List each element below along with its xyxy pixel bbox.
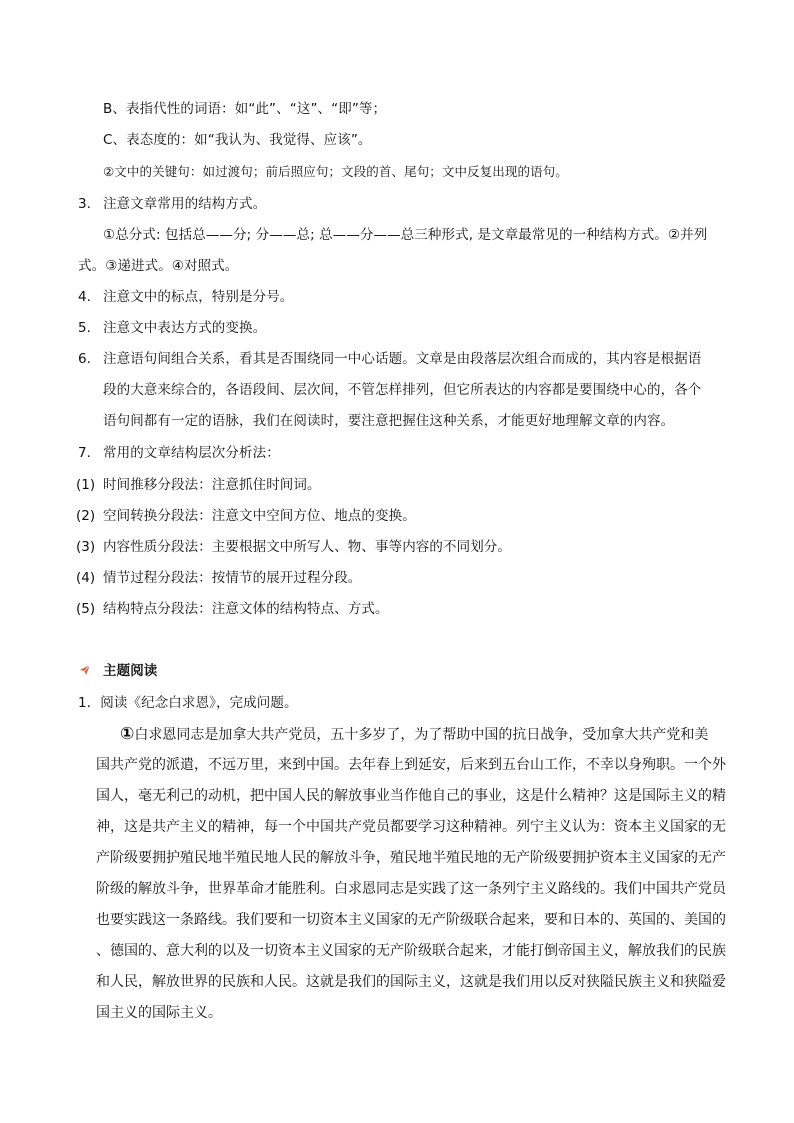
item-3-text: 注意文章常用的结构方式。 [103,196,267,212]
method-number: (2) [76,508,96,524]
item-7-text: 常用的文章结构层次分析法： [103,445,280,461]
method-number: (3) [76,539,96,555]
passage-line: 阶级的解放斗争，世界革命才能胜利。白求恩同志是实践了这一条列宁主义路线的。我们中国共产党员 [96,881,726,897]
passage-line [96,719,726,750]
theme-title: 主题阅读 [103,663,158,679]
method-text: 结构特点分段法：注意文体的结构特点、方式。 [103,601,389,617]
passage-line: 国共产党的派遣，不远万里，来到中国。去年春上到延安，后来到五台山工作，不幸以身殉职。一个外 [96,757,726,773]
question-line: 1．阅读《纪念白求恩》，完成问题。 [78,695,298,711]
passage-line: 和人民，解放世界的民族和人民。这就是我们的国际主义，这就是我们用以反对狭隘民族主义和狭隘爱 [96,974,726,990]
passage-line: 国人，毫无利己的动机，把中国人民的解放事业当作他自己的事业，这是什么精神？这是国际主义的精 [96,788,726,804]
item-6-text: 注意语句间组合关系，看其是否围绕同一中心话题。文章是由段落层次组合而成的，其内容是根据语 [103,351,702,367]
method-text: 情节过程分段法：按情节的展开过程分段。 [103,570,362,586]
passage-line: 也要实践这一条路线。我们要和一切资本主义国家的无产阶级联合起来，要和日本的、英国的、美国的 [96,912,726,928]
passage-line: 产阶级要拥护殖民地半殖民地人民的解放斗争，殖民地半殖民地的无产阶级要拥护资本主义国家的无产 [96,850,726,866]
item-6-line-2: 段的大意来综合的，各语段间、层次间，不管怎样排列，但它所表达的内容都是要围绕中心的，各个 [103,382,702,398]
paragraph-marker: ① [120,724,135,744]
method-text: 时间推移分段法：注意抓住时间词。 [103,477,321,493]
passage-text: 白求恩同志是加拿大共产党员，五十多岁了，为了帮助中国的抗日战争，受加拿大共产党和美 [134,727,709,743]
item-5-text: 注意文中表达方式的变换。 [103,320,267,336]
item-number-7: 7. [78,445,91,461]
method-number: (1) [76,477,96,493]
item-6-line-3: 语句间都有一定的语脉，我们在阅读时，要注意把握住这种关系，才能更好地理解文章的内容。 [103,413,675,429]
item-3-detail-line-2: 式。③递进式。④对照式。 [78,258,239,274]
item-number-3: 3. [78,196,91,212]
reading-passage [96,719,726,1029]
method-text: 内容性质分段法：主要根据文中所写人、物、事等内容的不同划分。 [103,539,511,555]
item-3-detail-line-1: ①总分式: 包括总——分; 分——总; 总——分——总三种形式, 是文章最常见的一种结构方式。②并列 [103,227,708,243]
method-number: (5) [76,601,96,617]
paper-plane-icon [79,664,91,676]
method-text: 空间转换分段法：注意文中空间方位、地点的变换。 [103,508,416,524]
item-c-line: C、表态度的：如“我认为、我觉得、应该”。 [103,132,372,148]
item-number-4: 4. [78,289,91,305]
item-b-line: B、表指代性的词语：如“此”、“这”、“即”等； [103,101,387,117]
passage-line: 神，这是共产主义的精神，每一个中国共产党员都要学习这种精神。列宁主义认为：资本主义国家的无 [96,819,726,835]
method-number: (4) [76,570,96,586]
key-sentence-line: ②文中的关键句：如过渡句；前后照应句；文段的首、尾句；文中反复出现的语句。 [103,164,568,179]
passage-line: 、德国的、意大利的以及一切资本主义国家的无产阶级联合起来，才能打倒帝国主义，解放我们的民族 [96,943,726,959]
passage-line: 国主义的国际主义。 [96,1005,222,1021]
item-4-text: 注意文中的标点，特别是分号。 [103,289,294,305]
item-number-6: 6. [78,351,91,367]
item-number-5: 5. [78,320,91,336]
